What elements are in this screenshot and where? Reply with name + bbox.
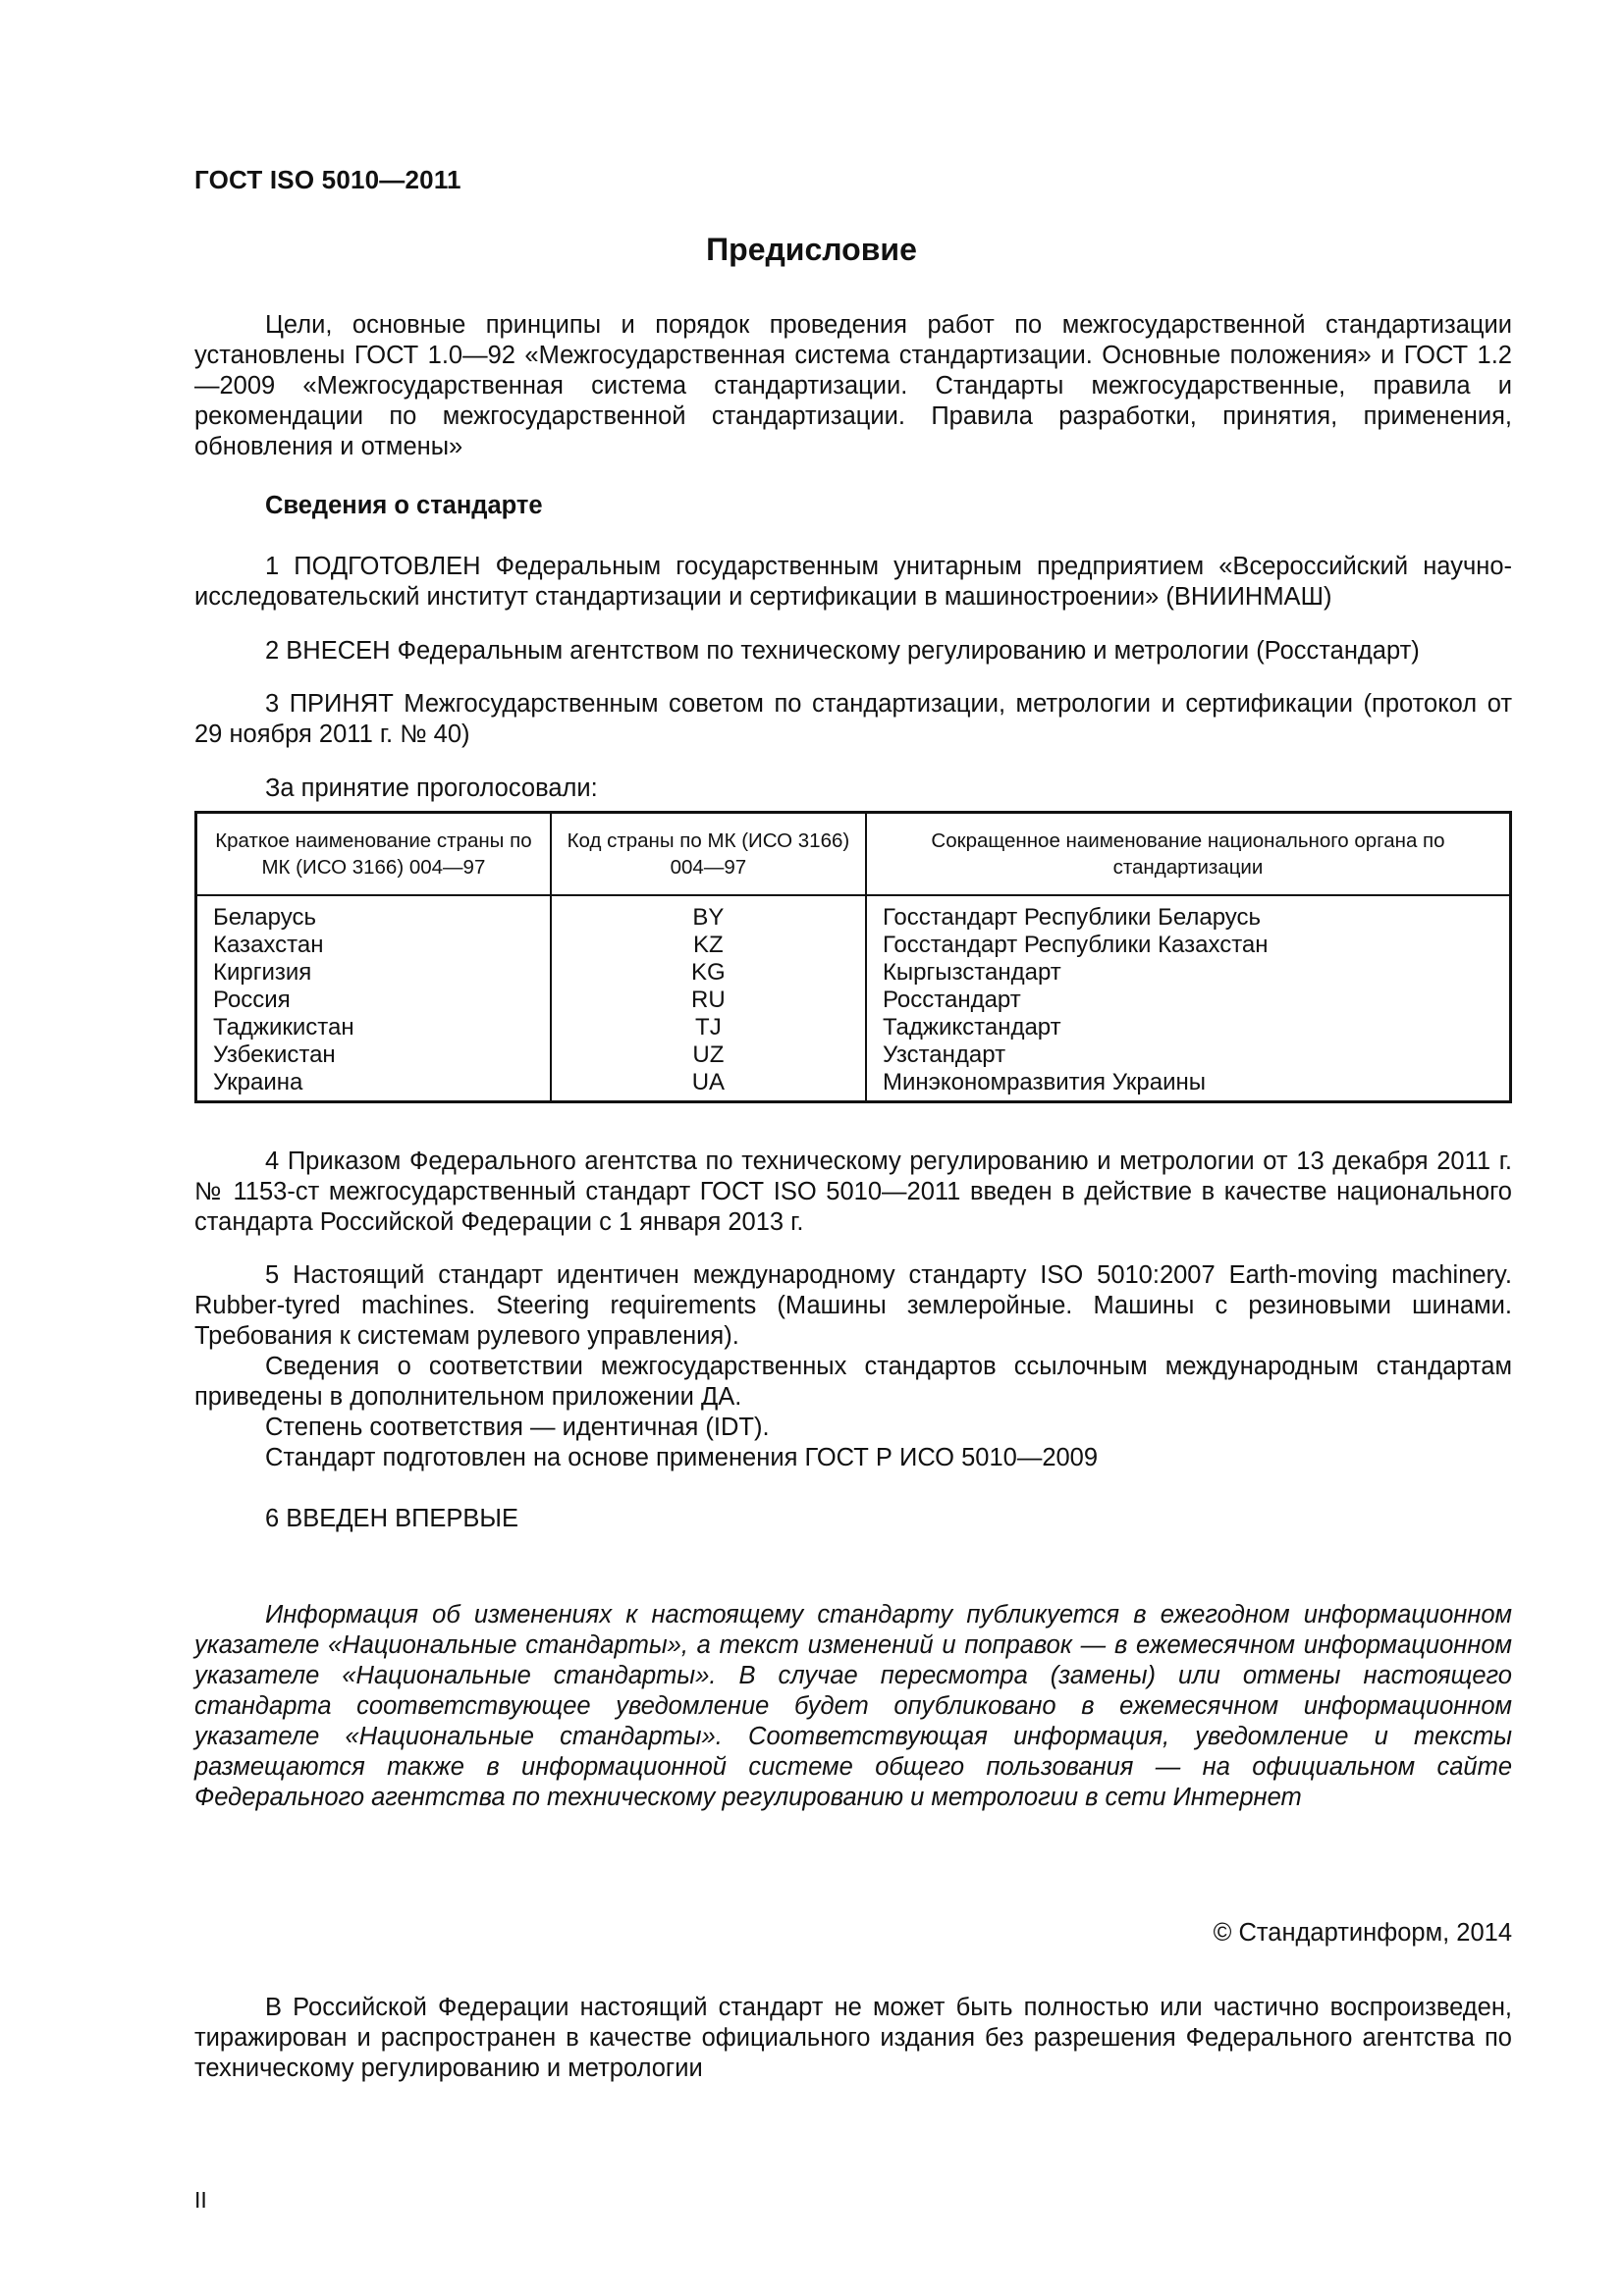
country-cell: Таджикистан xyxy=(196,1014,551,1041)
votes-intro: За принятие проголосовали: xyxy=(265,774,598,802)
intro-block xyxy=(194,310,1512,462)
table-row xyxy=(196,1069,1511,1102)
reproduction-notice: В Российской Федерации настоящий стандарт не может быть полностью или частично воспроизведен, тиражирован и распространен в качестве официального издания без разрешения Федерального агентства по техническому регулированию и метрологии xyxy=(194,1994,1512,2082)
body-cell: Госстандарт Республики Беларусь xyxy=(866,895,1511,932)
item-5-degree: Степень соответствия — идентичная (IDT). xyxy=(265,1414,770,1441)
country-cell: Беларусь xyxy=(196,895,551,932)
body-cell: Минэкономразвития Украины xyxy=(866,1069,1511,1102)
item-5-refs: Сведения о соответствии межгосударственных стандартов ссылочным международным стандартам приведены в дополнительном приложении ДА. xyxy=(194,1353,1512,1411)
table-header-row xyxy=(196,813,1511,896)
item-5-block xyxy=(194,1260,1512,1473)
country-cell: Украина xyxy=(196,1069,551,1102)
item-4-block xyxy=(194,1147,1512,1238)
document-code: ГОСТ ISO 5010—2011 xyxy=(194,165,461,194)
votes-intro-block xyxy=(194,774,1512,804)
item-3-block xyxy=(194,689,1512,750)
column-header-country: Краткое наименование страны по МК (ИСО 3166) 004—97 xyxy=(196,813,551,896)
page-title: Предисловие xyxy=(706,232,917,267)
item-2: 2 ВНЕСЕН Федеральным агентством по техническому регулированию и метрологии (Росстандарт) xyxy=(265,637,1420,665)
intro-paragraph: Цели, основные принципы и порядок проведения работ по межгосударственной стандартизации установлены ГОСТ 1.0—92 «Межгосударственная система стандартизации. Основные положения» и ГОСТ 1.2—2009 «Межгосударственная система стандартизации. Стандарты межгосударственные, правила и рекомендации по межгосударственной стандартизации. Правила разработки, принятия, применения, обновления и отмены» xyxy=(194,311,1512,460)
table-row xyxy=(196,1041,1511,1069)
page-number: II xyxy=(194,2187,207,2213)
item-1: 1 ПОДГОТОВЛЕН Федеральным государственным унитарным предприятием «Всероссийский научно-исследовательский институт стандартизации и сертификации в машиностроении» (ВНИИНМАШ) xyxy=(194,553,1512,611)
item-1-block xyxy=(194,552,1512,613)
body-cell: Таджикстандарт xyxy=(866,1014,1511,1041)
code-cell: RU xyxy=(551,987,866,1014)
table-row xyxy=(196,1014,1511,1041)
item-5: 5 Настоящий стандарт идентичен международному стандарту ISO 5010:2007 Earth-moving machinery. Rubber-tyred machines. Steering requirements (Машины землеройные. Машины с резиновыми шинами. Требования к системам рулевого управления). xyxy=(194,1261,1512,1350)
table-row xyxy=(196,987,1511,1014)
section-heading-block xyxy=(194,491,1512,521)
country-cell: Россия xyxy=(196,987,551,1014)
item-6-block xyxy=(194,1504,1512,1534)
code-cell: UZ xyxy=(551,1041,866,1069)
code-cell: BY xyxy=(551,895,866,932)
table-row xyxy=(196,959,1511,987)
column-header-code: Код страны по МК (ИСО 3166) 004—97 xyxy=(551,813,866,896)
info-notice-block xyxy=(194,1600,1512,1813)
item-2-block xyxy=(194,636,1512,667)
body-cell: Росстандарт xyxy=(866,987,1511,1014)
code-cell: UA xyxy=(551,1069,866,1102)
item-5-basis: Стандарт подготовлен на основе применения ГОСТ Р ИСО 5010—2009 xyxy=(265,1444,1099,1471)
copyright-block xyxy=(194,1918,1512,1949)
item-3: 3 ПРИНЯТ Межгосударственным советом по стандартизации, метрологии и сертификации (протокол от 29 ноября 2011 г. № 40) xyxy=(194,690,1512,748)
reproduction-block xyxy=(194,1993,1512,2084)
section-heading: Сведения о стандарте xyxy=(265,492,543,519)
table-row xyxy=(196,932,1511,959)
item-6: 6 ВВЕДЕН ВПЕРВЫЕ xyxy=(265,1505,519,1532)
body-cell: Госстандарт Республики Казахстан xyxy=(866,932,1511,959)
body-cell: Узстандарт xyxy=(866,1041,1511,1069)
votes-table xyxy=(194,811,1512,1103)
country-cell: Киргизия xyxy=(196,959,551,987)
info-notice: Информация об изменениях к настоящему стандарту публикуется в ежегодном информационном указателе «Национальные стандарты», а текст изменений и поправок — в ежемесячном информационном указателе «Национальные стандарты». В случае пересмотра (замены) или отмены настоящего стандарта соответствующее уведомление будет опубликовано в ежемесячном информационном указателе «Национальные стандарты». Соответствующая информация, уведомление и тексты размещаются также в информационной системе общего пользования — на официальном сайте Федерального агентства по техническому регулированию и метрологии в сети Интернет xyxy=(194,1601,1512,1811)
body-cell: Кыргызстандарт xyxy=(866,959,1511,987)
code-cell: KG xyxy=(551,959,866,987)
copyright: © Стандартинформ, 2014 xyxy=(1213,1919,1512,1947)
column-header-body: Сокращенное наименование национального органа по стандартизации xyxy=(866,813,1511,896)
table-row xyxy=(196,895,1511,932)
item-4: 4 Приказом Федерального агентства по техническому регулированию и метрологии от 13 декабря 2011 г. № 1153-ст межгосударственный стандарт ГОСТ ISO 5010—2011 введен в действие в качестве национального стандарта Российской Федерации с 1 января 2013 г. xyxy=(194,1148,1512,1236)
country-cell: Узбекистан xyxy=(196,1041,551,1069)
country-cell: Казахстан xyxy=(196,932,551,959)
code-cell: KZ xyxy=(551,932,866,959)
code-cell: TJ xyxy=(551,1014,866,1041)
